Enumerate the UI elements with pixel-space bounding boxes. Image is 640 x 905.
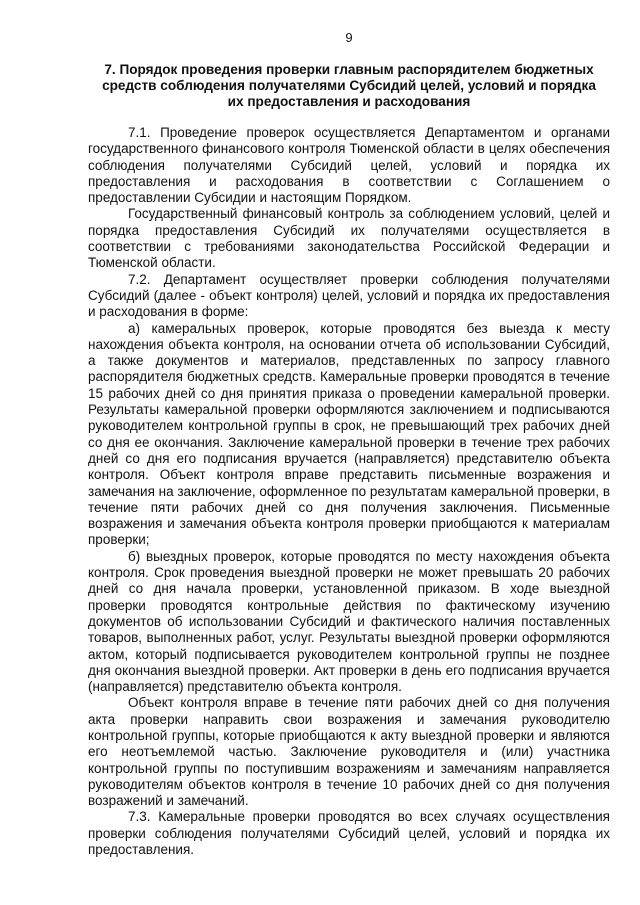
section-heading-line-2: средств соблюдения получателями Субсидий целей, условий и порядка [102, 78, 596, 93]
paragraph-state-control: Государственный финансовый контроль за соблюдением условий, целей и порядка предоставления Субсидий их получателями осуществляется в соответствии с требованиями законодательства Российской Федерации и Тюменской области. [88, 206, 610, 271]
paragraph-field-audits: б) выездных проверок, которые проводятся по месту нахождения объекта контроля. Срок проведения выездной проверки не может превышать 20 рабочих дней со дня начала проверки, установленной приказом. В ходе выездной проверки проводятся контрольные действия по фактическому изучению документов об использовании Субсидий и фактического наличия поставленных товаров, выполненных работ, услуг. Результаты выездной проверки оформляются актом, который подписывается руководителем контрольной группы не позднее дня окончания выездной проверки. Акт проверки в день его подписания вручается (направляется) представителю объекта контроля. [88, 548, 610, 695]
paragraph-objections: Объект контроля вправе в течение пяти рабочих дней со дня получения акта проверки направить свои возражения и замечания руководителю контрольной группы, которые приобщаются к акту выездной проверки и являются его неотъемлемой частью. Заключение руководителя и (или) участника контрольной группы по поступившим возражениям и замечаниям направляется руководителям объектов контроля в течение 10 рабочих дней со дня получения возражений и замечаний. [88, 695, 610, 809]
paragraph-7-3: 7.3. Камеральные проверки проводятся во всех случаях осуществления проверки соблюдения получателями Субсидий целей, условий и порядка их предоставления. [88, 809, 610, 858]
section-heading-line-3: их предоставления и расходования [227, 94, 471, 109]
section-heading-line-1: 7. Порядок проведения проверки главным распорядителем бюджетных [104, 62, 594, 77]
paragraph-7-2: 7.2. Департамент осуществляет проверки соблюдения получателями Субсидий (далее - объект контроля) целей, условий и порядка их предоставления и расходования в форме: [88, 271, 610, 320]
paragraph-7-1: 7.1. Проведение проверок осуществляется Департаментом и органами государственного финансового контроля Тюменской области в целях обеспечения соблюдения получателями Субсидий целей, условий и порядка их предоставления и расходования в соответствии с Соглашением о предоставлении Субсидии и настоящим Порядком. [88, 125, 610, 206]
page-number: 9 [345, 30, 353, 45]
paragraph-desk-audits: а) камеральных проверок, которые проводятся без выезда к месту нахождения объекта контроля, на основании отчета об использовании Субсидий, а также документов и материалов, представленных по запросу главного распорядителя бюджетных средств. Камеральные проверки проводятся в течение 15 рабочих дней со дня принятия приказа о проведении камеральной проверки. Результаты камеральной проверки оформляются заключением и подписываются руководителем контрольной группы в срок, не превышающий трех рабочих дней со дня ее окончания. Заключение камеральной проверки в течение трех рабочих дней со дня его подписания вручается (направляется) представителю объекта контроля. Объект контроля вправе представить письменные возражения и замечания на заключение, оформленное по результатам камеральной проверки, в течение пяти рабочих дней со дня получения заключения. Письменные возражения и замечания объекта контроля проверки приобщаются к материалам проверки; [88, 320, 610, 548]
document-body [88, 125, 610, 858]
section-heading [88, 62, 610, 110]
